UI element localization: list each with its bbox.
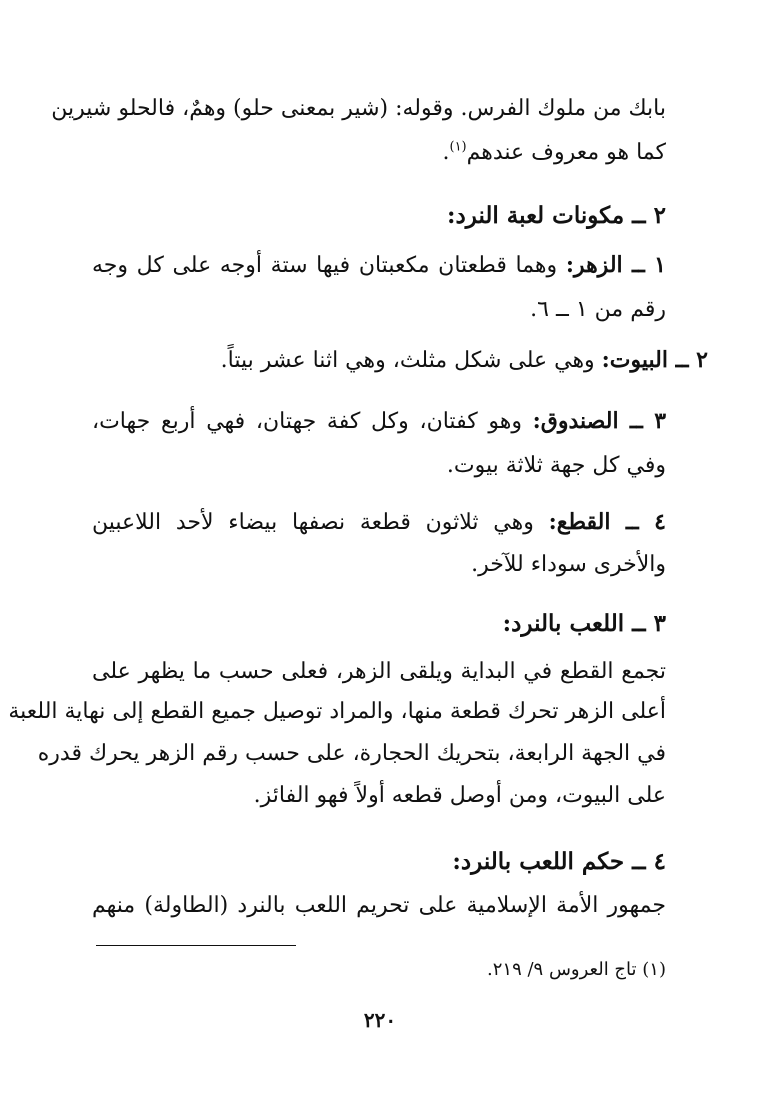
item-label: ١ ــ الزهر: <box>565 252 666 278</box>
list-item <box>108 343 708 378</box>
body-line: رقم من ١ ــ ٦. <box>530 297 666 322</box>
body-line <box>92 136 666 170</box>
item-text: وهي على شكل مثلث، وهي اثنا عشر بيتاً. <box>220 348 595 373</box>
body-line: تجمع القطع في البداية ويلقى الزهر، فعلى حسب ما يظهر على <box>92 659 666 684</box>
list-item <box>92 404 666 439</box>
item-text: وهو كفتان، وكل كفة جهتان، فهي أربع جهات، <box>92 409 522 434</box>
footnote-ref: (١) <box>449 139 467 155</box>
body-line: أعلى الزهر تحرك قطعة منها، والمراد توصيل جميع القطع إلى نهاية اللعبة <box>8 699 666 724</box>
list-item <box>92 248 666 283</box>
body-line: والأخرى سوداء للآخر. <box>471 552 666 577</box>
body-line: بابك من ملوك الفرس. وقوله: (شير بمعنى حلو) وهمٌ، فالحلو شيرين <box>51 96 666 121</box>
body-line: جمهور الأمة الإسلامية على تحريم اللعب بالنرد (الطاولة) منهم <box>92 893 666 918</box>
section-heading: ٢ ــ مكونات لعبة النرد: <box>447 202 666 229</box>
item-label: ٣ ــ الصندوق: <box>532 408 667 434</box>
footnote: (١) تاج العروس ٩/ ٢١٩. <box>487 959 666 980</box>
section-heading: ٤ ــ حكم اللعب بالنرد: <box>452 848 666 875</box>
body-line: في الجهة الرابعة، بتحريك الحجارة، على حسب رقم الزهر يحرك قدره <box>37 741 666 766</box>
body-text: . <box>442 140 450 165</box>
item-text: وهي ثلاثون قطعة نصفها بيضاء لأحد اللاعبين <box>92 510 534 535</box>
section-heading: ٣ ــ اللعب بالنرد: <box>502 610 666 637</box>
item-label: ٢ ــ البيوت: <box>601 347 708 373</box>
item-text: وهما قطعتان مكعبتان فيها ستة أوجه على كل وجه <box>92 253 558 278</box>
body-text: كما هو معروف عندهم <box>466 140 666 165</box>
page-number: ٢٢٠ <box>363 1008 397 1032</box>
list-item <box>92 505 666 540</box>
body-line: وفي كل جهة ثلاثة بيوت. <box>446 453 666 478</box>
footnote-divider <box>96 945 296 946</box>
body-line: على البيوت، ومن أوصل قطعه أولاً فهو الفائز. <box>253 783 666 808</box>
item-label: ٤ ــ القطع: <box>548 509 666 535</box>
